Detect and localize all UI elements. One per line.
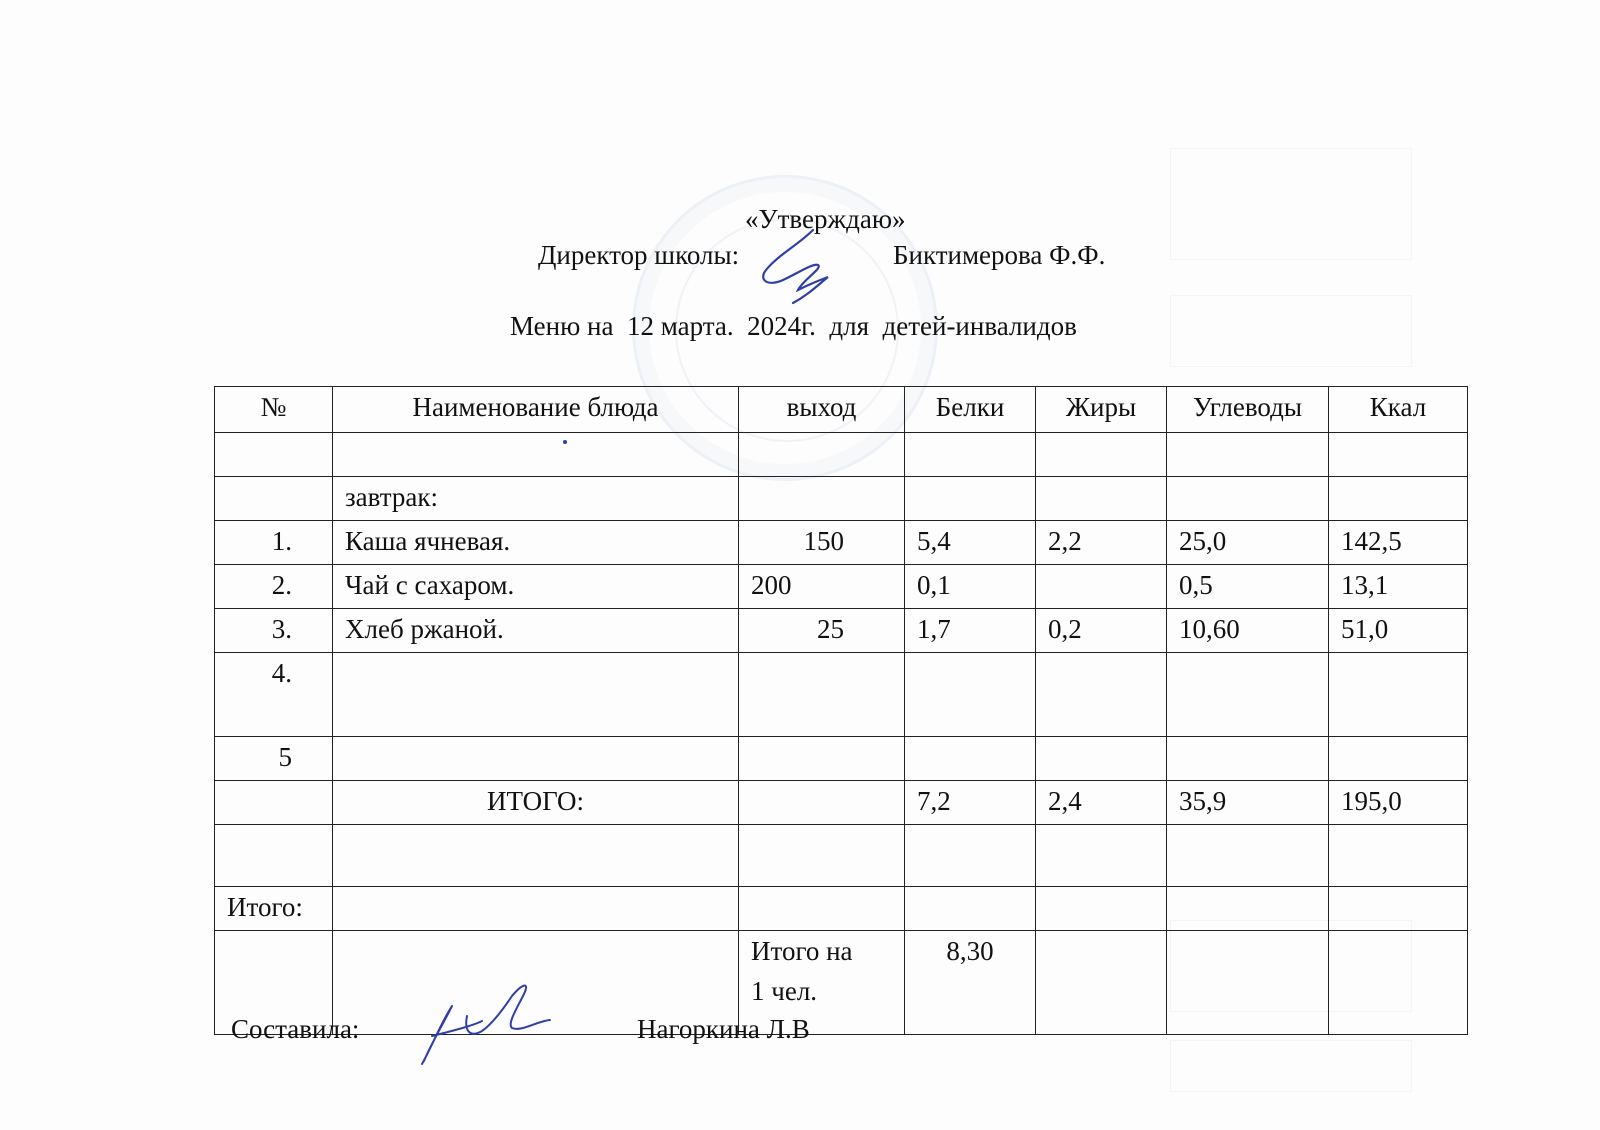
dish-carbs (1167, 653, 1329, 737)
column-header: Наименование блюда (333, 387, 739, 433)
column-header: выход (739, 387, 905, 433)
total-label: Итого: (215, 887, 333, 931)
column-header: Углеводы (1167, 387, 1329, 433)
dish-carbs: 10,60 (1167, 609, 1329, 653)
dish-fat (1036, 565, 1167, 609)
subtotal-protein: 7,2 (905, 781, 1036, 825)
table-row-per-person (215, 931, 1468, 1035)
dish-fat: 2,2 (1036, 521, 1167, 565)
director-name: Биктимерова Ф.Ф. (893, 240, 1106, 270)
table-row (215, 737, 1468, 781)
composed-label: Составила: (231, 1014, 360, 1044)
dish-kcal: 142,5 (1329, 521, 1468, 565)
bleed-through-mark (1170, 1040, 1412, 1092)
dish-name: Каша ячневая. (333, 521, 739, 565)
dish-output (739, 737, 905, 781)
table-row-empty (215, 825, 1468, 887)
bleed-through-mark (1170, 148, 1412, 260)
dish-carbs: 0,5 (1167, 565, 1329, 609)
dish-kcal (1329, 653, 1468, 737)
director-label: Директор школы: (538, 240, 740, 270)
approve-heading: «Утверждаю» (745, 204, 906, 234)
dish-output: 150 (739, 521, 905, 565)
dish-carbs: 25,0 (1167, 521, 1329, 565)
dish-name (333, 653, 739, 737)
dish-output: 25 (739, 609, 905, 653)
column-header: Белки (905, 387, 1036, 433)
column-header: Жиры (1036, 387, 1167, 433)
per-person-label: Итого на 1 чел. (739, 931, 905, 1035)
dish-protein: 1,7 (905, 609, 1036, 653)
director-signature (758, 225, 848, 305)
row-number: 1. (215, 521, 333, 565)
ink-dot (563, 440, 567, 444)
composed-name: Нагоркина Л.В (637, 1014, 810, 1044)
bleed-through-mark (1170, 295, 1412, 367)
table-row-total (215, 887, 1468, 931)
column-header: Ккал (1329, 387, 1468, 433)
table-row (215, 653, 1468, 737)
dish-protein (905, 737, 1036, 781)
table-row (215, 565, 1468, 609)
dish-carbs (1167, 737, 1329, 781)
table-row-empty (215, 433, 1468, 477)
row-number: 4. (215, 653, 333, 737)
column-header: № (215, 387, 333, 433)
composer-signature (412, 976, 552, 1071)
dish-output (739, 653, 905, 737)
dish-output: 200 (739, 565, 905, 609)
dish-kcal: 51,0 (1329, 609, 1468, 653)
dish-fat: 0,2 (1036, 609, 1167, 653)
row-number: 2. (215, 565, 333, 609)
menu-table (214, 386, 1468, 1035)
dish-fat (1036, 737, 1167, 781)
subtotal-fat: 2,4 (1036, 781, 1167, 825)
subtotal-kcal: 195,0 (1329, 781, 1468, 825)
table-header-row (215, 387, 1468, 433)
dish-kcal (1329, 737, 1468, 781)
subtotal-label: ИТОГО: (333, 781, 739, 825)
dish-name (333, 737, 739, 781)
dish-name: Хлеб ржаной. (333, 609, 739, 653)
per-person-value: 8,30 (905, 931, 1036, 1035)
dish-kcal: 13,1 (1329, 565, 1468, 609)
table-row (215, 609, 1468, 653)
dish-name: Чай с сахаром. (333, 565, 739, 609)
row-number: 5 (215, 737, 333, 781)
row-number: 3. (215, 609, 333, 653)
dish-protein: 5,4 (905, 521, 1036, 565)
dish-protein (905, 653, 1036, 737)
table-row-section (215, 477, 1468, 521)
menu-title: Меню на 12 марта. 2024г. для детей-инвалидов (510, 311, 1077, 341)
table-row-subtotal (215, 781, 1468, 825)
dish-fat (1036, 653, 1167, 737)
dish-protein: 0,1 (905, 565, 1036, 609)
subtotal-carbs: 35,9 (1167, 781, 1329, 825)
section-label: завтрак: (333, 477, 739, 521)
table-row (215, 521, 1468, 565)
